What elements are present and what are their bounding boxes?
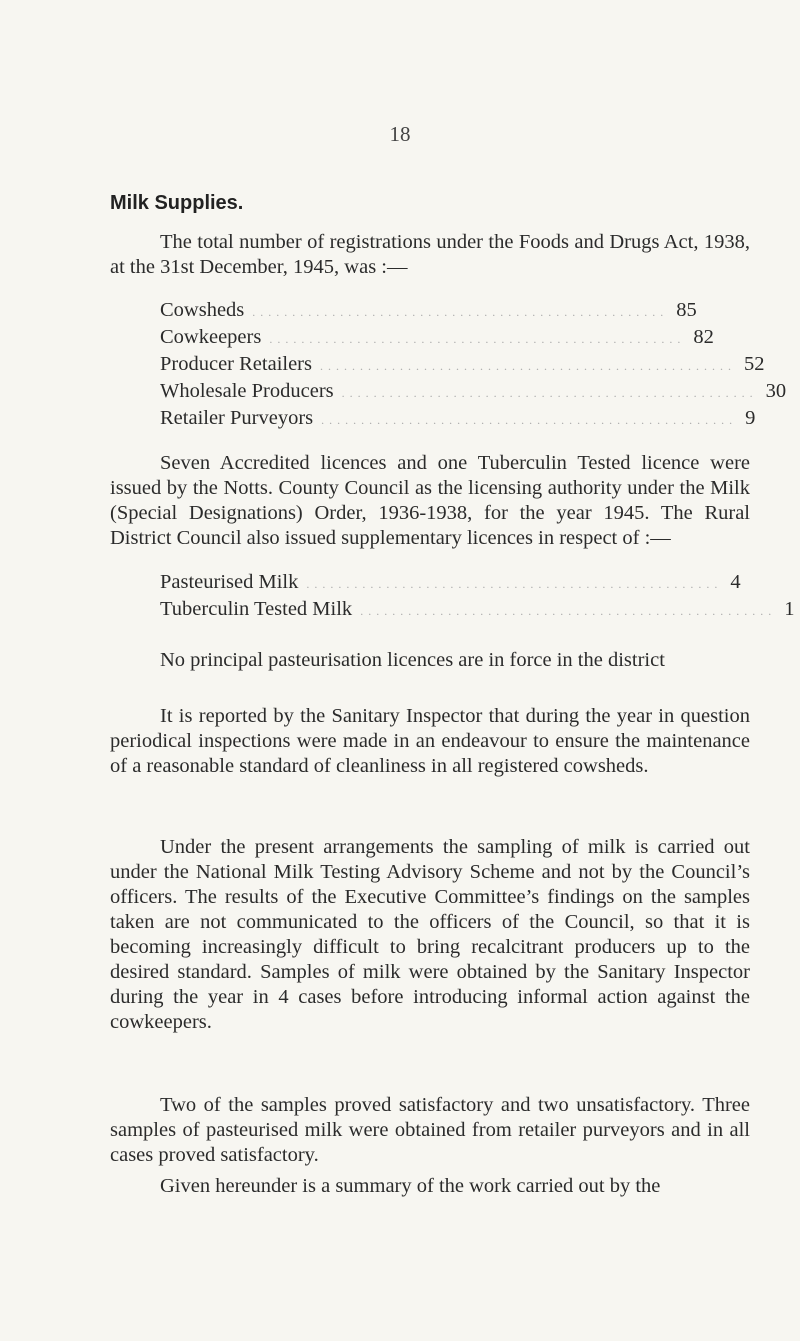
page-number: 18 (389, 122, 411, 146)
registrations-table (160, 299, 787, 434)
licences-paragraph: Seven Accredited licences and one Tuberculin Tested licence were issued by the Notts. County Council as the licensing authority under the Milk (Special Designations) Order, 1936-1938, for the year 1945. The Rural District Council also issued supplementary licences in respect of :— (110, 452, 750, 549)
inspections-paragraph: It is reported by the Sanitary Inspector that during the year in question periodical inspections were made in an endeavour to ensure the maintenance of a reasonable standard of cleanliness in all registered cowsheds. (110, 705, 750, 777)
row-label: Producer Retailers (160, 353, 312, 375)
results-paragraph: Two of the samples proved satisfactory and two unsatisfactory. Three samples of pasteurised milk were obtained from retailer purveyors and in all cases proved satisfactory. (110, 1094, 750, 1166)
table-row: Pasteurised Milk .................................................... 4 (160, 571, 741, 593)
intro-paragraph: The total number of registrations under the Foods and Drugs Act, 1938, at the 31st December, 1945, was :— (110, 231, 750, 278)
no-licences-paragraph: No principal pasteurisation licences are in force in the district (160, 649, 665, 671)
row-value: 85 (676, 299, 697, 321)
row-value: 30 (765, 380, 787, 402)
table-row: Retailer Purveyors .................................................... 9 (160, 407, 756, 429)
table-row: Cowsheds .................................................... 85 (160, 299, 697, 321)
row-label: Tuberculin Tested Milk (160, 598, 353, 620)
section-heading: Milk Supplies. (110, 192, 244, 214)
row-value: 82 (693, 326, 714, 348)
row-label: Pasteurised Milk (160, 571, 299, 593)
row-value: 9 (745, 407, 756, 429)
row-label: Retailer Purveyors (160, 407, 314, 429)
row-label: Wholesale Producers (160, 380, 334, 402)
row-value: 52 (744, 353, 765, 375)
table-row: Cowkeepers .................................................... 82 (160, 326, 714, 348)
table-row: Tuberculin Tested Milk .................................................... 1 (160, 598, 795, 620)
table-row: Wholesale Producers .................................................... 30 (160, 380, 787, 402)
summary-paragraph: Given hereunder is a summary of the work carried out by the (160, 1175, 661, 1197)
sampling-paragraph: Under the present arrangements the sampling of milk is carried out under the National Milk Testing Advisory Scheme and not by the Council’s officers. The results of the Executive Committee’s findings on the samples taken are not communicated to the officers of the Council, so that it is becoming increasingly difficult to bring recalcitrant producers up to the desired standard. Samples of milk were obtained by the Sanitary Inspector during the year in 4 cases before introducing informal action against the cowkeepers. (110, 836, 750, 1033)
row-label: Cowsheds (160, 299, 245, 321)
table-row: Producer Retailers .................................................... 52 (160, 353, 765, 375)
supplementary-licences-table (160, 571, 795, 625)
row-value: 4 (730, 571, 741, 593)
row-label: Cowkeepers (160, 326, 262, 348)
row-value: 1 (784, 598, 795, 620)
